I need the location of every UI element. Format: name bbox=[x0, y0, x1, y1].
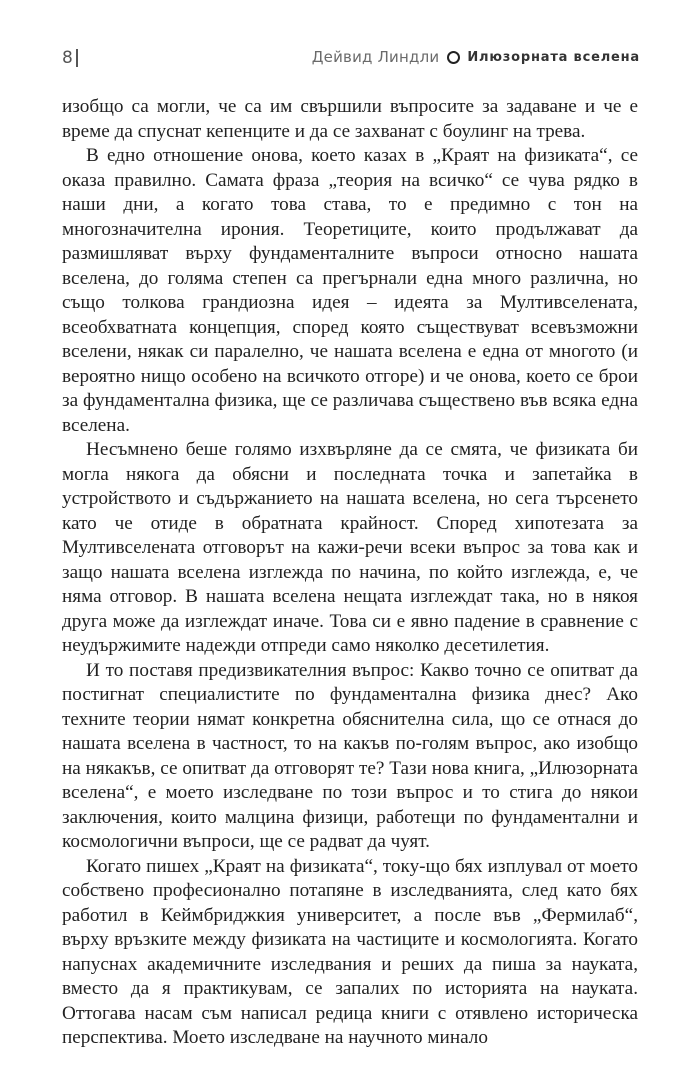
ring-icon bbox=[447, 51, 460, 64]
paragraph: Когато пишех „Краят на физиката“, току-що бях изплувал от моето собствено професионално потапяне в изследванията, след като бях работил в Кеймбриджкия университет, а после във „Фермилаб“, върху връзките между физиката на частиците и космологията. Когато напуснах академичните изследвания и реших да пиша за науката, вместо да я практикувам, се запалих по историята на науката. Оттогава насам съм написал редица книги с отявлено историческа перспектива. Моето изследване на научното минало bbox=[62, 855, 638, 1048]
paragraph: Несъмнено беше голямо изхвърляне да се смята, че физиката би могла някога да обясни и последната точка и запетайка в устройството и съдържанието на нашата вселена, но сега търсенето като че отиде в обратната крайност. Според хипотезата за Мултивселената отговорът на кажи-речи всеки въпрос за това как и защо нашата вселена изглежда по начина, по който изглежда, е, че няма отговор. В нашата вселена нещата изглеждат така, но в някоя друга може да изглеждат иначе. Това си е явно падение в сравнение с неудържимите надежди отпреди само няколко десетилетия. bbox=[62, 439, 638, 656]
running-head bbox=[312, 48, 640, 66]
page-number-divider bbox=[76, 49, 78, 67]
body-text bbox=[62, 95, 638, 1051]
author-name: Дейвид Линдли bbox=[311, 48, 440, 66]
paragraph: В едно отношение онова, което казах в „Краят на физиката“, се оказа правилно. Самата фраза „теория на всичко“ се чува рядко в наши дни, а когато това става, то е предимно с тон на многозначителна ирония. Теоретиците, които продължават да размишляват върху фундаменталните въпроси относно нашата вселена, до голяма степен са прегърнали една много различна, но също толкова грандиозна идея – идеята за Мултивселената, всеобхватната концепция, според която съществуват всевъзможни вселени, някак си паралелно, че нашата вселена е една от многото (и вероятно нищо особено на всичкото отгоре) и че онова, което се брои за фундаментална физика, ще се различава съществено във всяка една вселена. bbox=[62, 145, 638, 436]
page-number: 8 bbox=[62, 48, 74, 68]
running-header bbox=[62, 44, 640, 74]
book-title: Илюзорната вселена bbox=[467, 49, 640, 65]
paragraph: И то поставя предизвикателния въпрос: Какво точно се опитват да постигнат специалистите по фундаментална физика днес? Ако техните теории нямат конкретна обяснителна сила, що се отнася до нашата вселена в частност, то на какъв по-голям въпрос, ако изобщо на някакъв, се опитват да отговорят те? Тази нова книга, „Илюзорната вселена“, е моето изследване по този въпрос и то стига до някои заключения, които малцина физици, работещи по фундаментални и космологични въпроси, ще се радват да чуят. bbox=[62, 659, 638, 852]
paragraph-continued: изобщо са могли, че са им свършили въпросите за задаване и че е време да спуснат кепенците и да се захванат с боулинг на трева. bbox=[62, 96, 638, 142]
